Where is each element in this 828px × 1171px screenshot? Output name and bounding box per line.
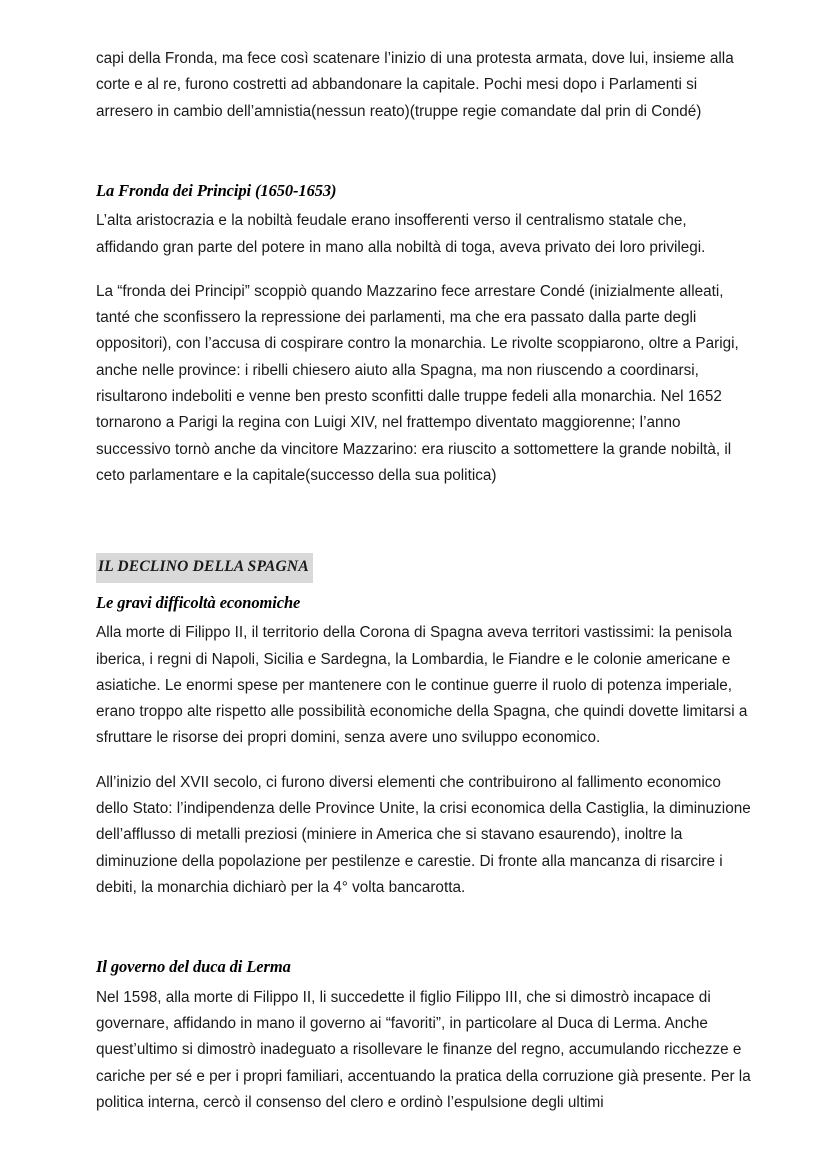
- paragraph-filippo-terzo-lerma: Nel 1598, alla morte di Filippo II, li succedette il figlio Filippo III, che si dimostrò incapace di governare, affidando in mano il governo ai “favoriti”, in particolare al Duca di Lerma. Anche quest’ultimo si dimostrò inadeguato a risollevare le finanze del regno, accumulando ricchezze e cariche per sé e per i propri familiari, accentuando la pratica della corruzione già presente. Per la politica interna, cercò il consenso del clero e ordinò l’espulsione degli ultimi: [96, 988, 751, 1111]
- paragraph-alta-aristocrazia: L’alta aristocrazia e la nobiltà feudale erano insofferenti verso il centralismo statale che, affidando gran parte del potere in mano alla nobiltà di toga, aveva privato dei loro privilegi.: [96, 212, 706, 256]
- spacer-before-section: [96, 507, 752, 553]
- document-body: [96, 46, 752, 1116]
- paragraph-fronda-principi-dettaglio: La “fronda dei Principi” scoppiò quando Mazzarino fece arrestare Condé (inizialmente alleati, tanté che sconfissero la repressione dei parlamenti, ma che era passato dalla parte degli oppositori), con l’accusa di cospirare contro la monarchia. Le rivolte scoppiarono, oltre a Parigi, anche nelle province: i ribelli chiesero aiuto alla Spagna, ma non riuscendo a coordinarsi, risultarono indeboliti e venne ben presto sconfitti dalle truppe fedeli alla monarchia. Nel 1652 tornarono a Parigi la regina con Luigi XIV, nel frattempo diventato maggiorenne; l’anno successivo tornò anche da vincitore Mazzarino: era riuscito a sottomettere la grande nobiltà, il ceto parlamentare e la capitale(successo della sua politica): [96, 282, 739, 484]
- subheading-fronda-dei-principi: La Fronda dei Principi (1650-1653): [96, 180, 337, 200]
- subheading-gravi-difficolta-economiche: Le gravi difficoltà economiche: [96, 592, 301, 612]
- heading-block-difficolta-economiche: [96, 589, 752, 617]
- spacer: [96, 143, 752, 177]
- heading-block-fronda-principi: [96, 177, 752, 205]
- section-heading-wrapper: [96, 553, 752, 589]
- subheading-governo-duca-di-lerma: Il governo del duca di Lerma: [96, 957, 291, 977]
- paragraph-continuation-fronda: capi della Fronda, ma fece così scatenare l’inizio di una protesta armata, dove lui, insieme alla corte e al re, furono costretti ad abbandonare la capitale. Pochi mesi dopo i Parlamenti si arresero in cambio dell’amnistia(nessun reato)(truppe regie comandate dal prin di Condé): [96, 50, 734, 120]
- spacer-before-lerma: [96, 919, 752, 953]
- paragraph-corona-di-spagna: Alla morte di Filippo II, il territorio della Corona di Spagna aveva territori vastissimi: la penisola iberica, i regni di Napoli, Sicilia e Sardegna, la Lombardia, le Fiandre e le colonie americane e asiatiche. Le enormi spese per mantenere con le continue guerre il ruolo di potenza imperiale, erano troppo alte rispetto alle possibilità economiche della Spagna, che quindi dovette limitarsi a sfruttare le risorse dei propri domini, senza avere uno sviluppo economico.: [96, 624, 748, 747]
- paragraph-fallimento-economico: All’inizio del XVII secolo, ci furono diversi elementi che contribuirono al fallimento economico dello Stato: l’indipendenza delle Province Unite, la crisi economica della Castiglia, la diminuzione dell’afflusso di metalli preziosi (miniere in America che si stavano esaurendo), inoltre la diminuzione della popolazione per pestilenze e carestie. Di fronte alla mancanza di risarcire i debiti, la monarchia dichiarò per la 4° volta bancarotta.: [96, 773, 751, 896]
- heading-block-duca-di-lerma: [96, 953, 752, 981]
- section-heading-declino-spagna: IL DECLINO DELLA SPAGNA: [96, 553, 313, 583]
